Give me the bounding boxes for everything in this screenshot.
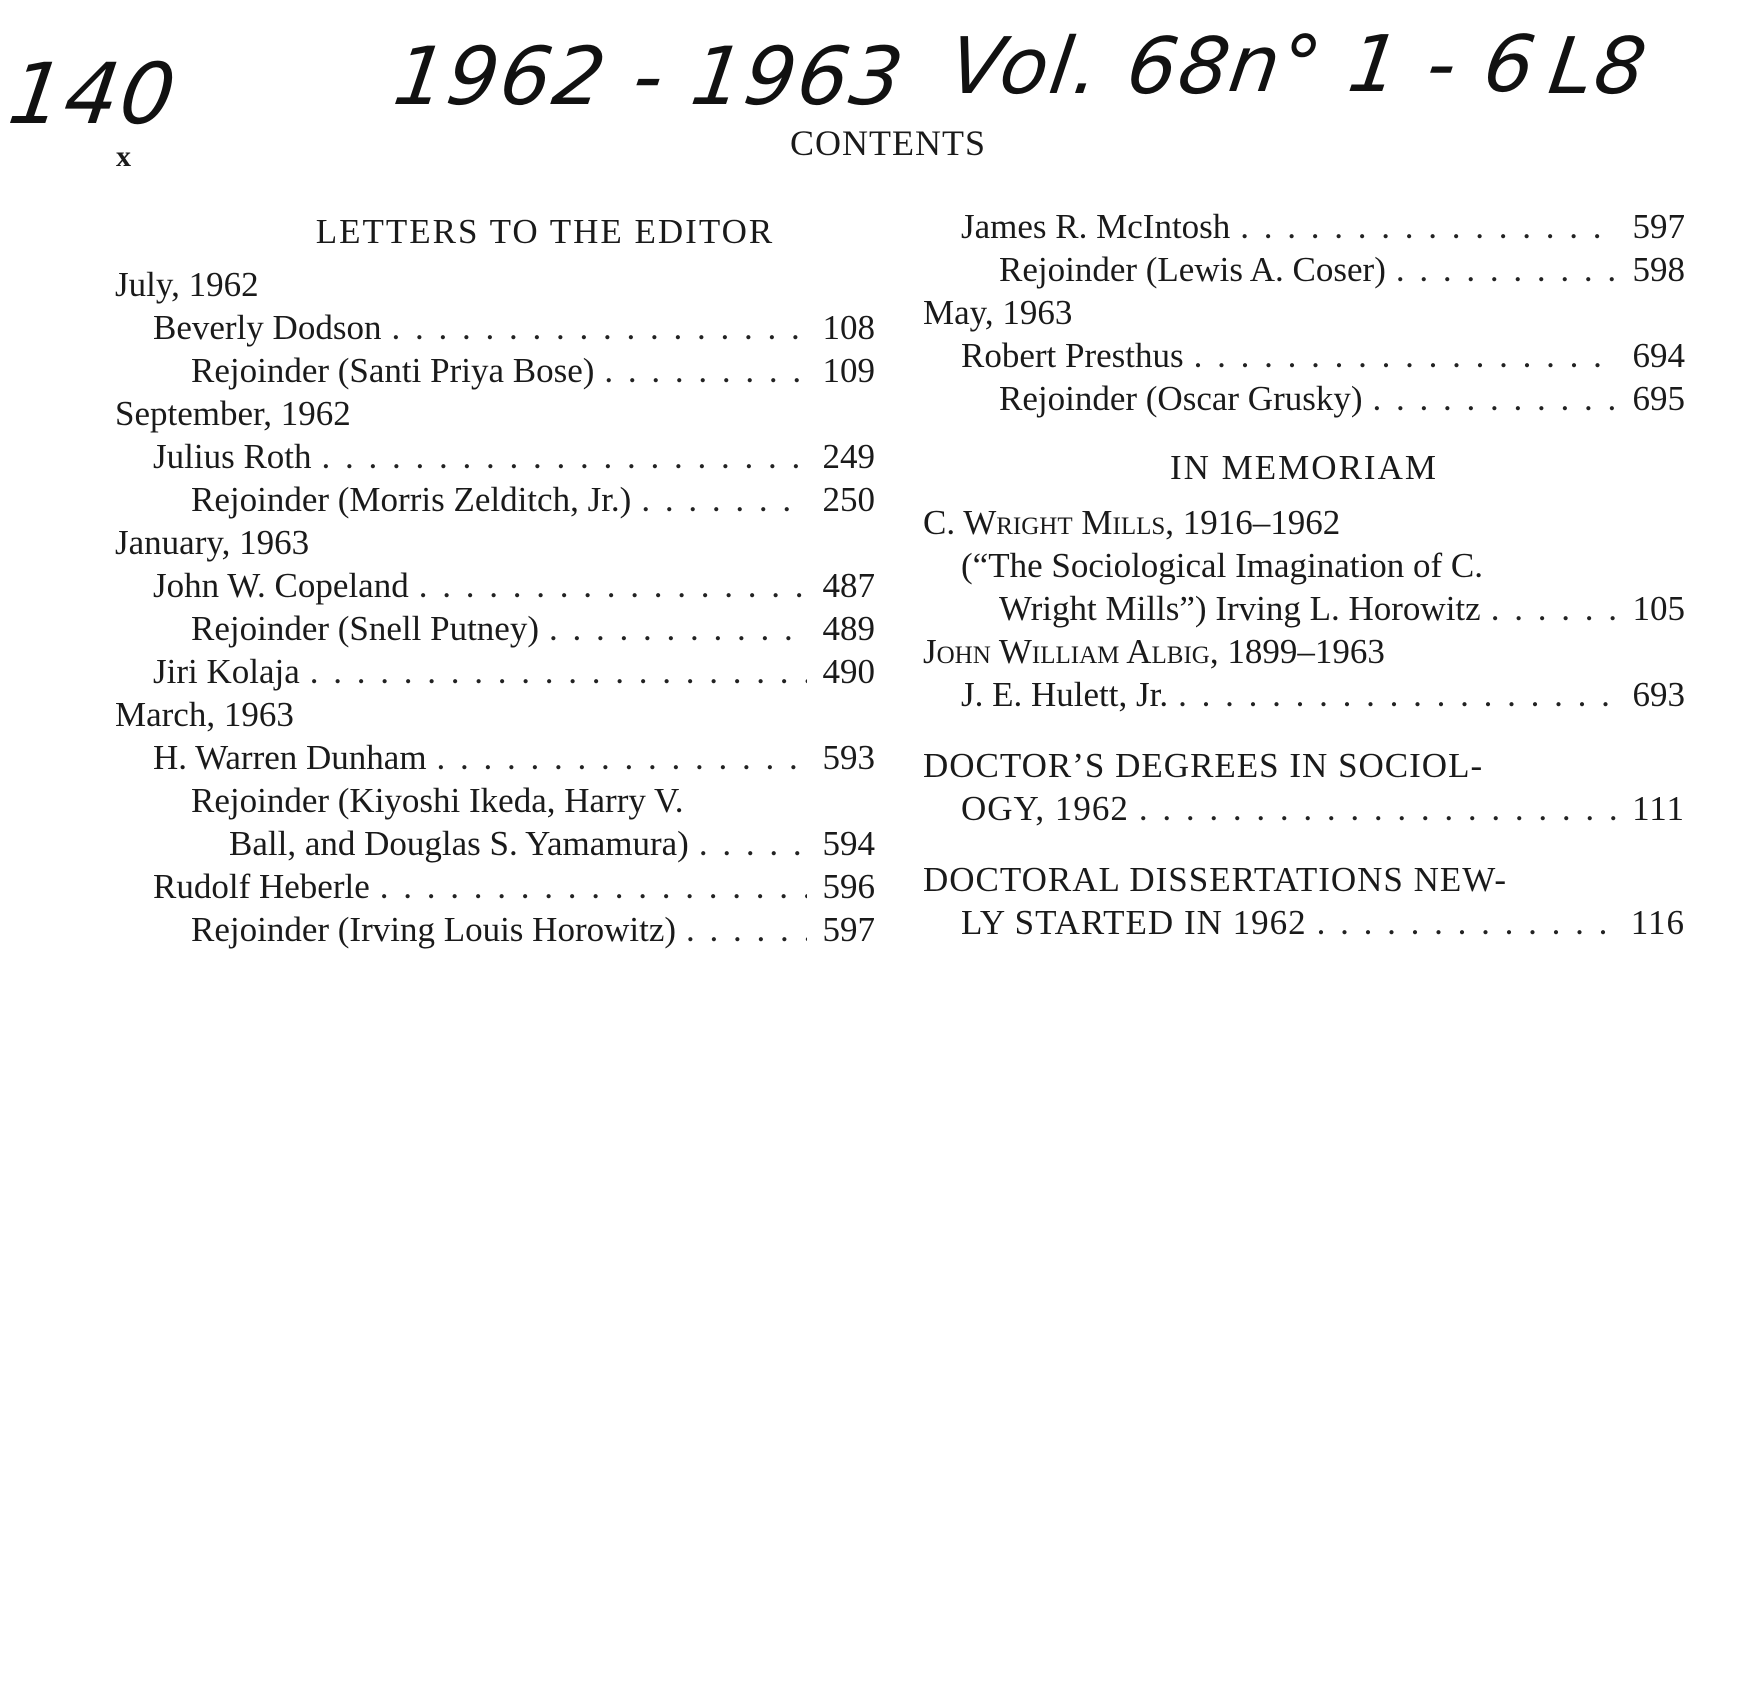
toc-entry-line: DOCTORAL DISSERTATIONS NEW-	[923, 860, 1508, 899]
handwritten-number: 140	[3, 45, 184, 143]
toc-entry: Wright Mills”) Irving L. Horowitz . . . 105	[923, 587, 1685, 630]
toc-entry-line: (“The Sociological Imagination of C.	[961, 546, 1483, 585]
toc-entry: Robert Presthus . . . 694	[923, 334, 1685, 377]
toc-entry: H. Warren Dunham . . . 593	[115, 736, 875, 779]
month-heading: May, 1963	[923, 293, 1073, 332]
toc-entry: Rejoinder (Oscar Grusky) . . . 695	[923, 377, 1685, 420]
handwritten-years: 1962 - 1963	[388, 30, 911, 123]
toc-entry: Ball, and Douglas S. Yamamura) . . . 594	[115, 822, 875, 865]
toc-entry: Rejoinder (Snell Putney) . . . 489	[115, 607, 875, 650]
toc-entry: Rejoinder (Lewis A. Coser) . . . 598	[923, 248, 1685, 291]
toc-entry-line: Rejoinder (Kiyoshi Ikeda, Harry V.	[191, 781, 684, 820]
handwritten-volume: Vol. 68	[943, 22, 1238, 112]
letters-heading: LETTERS TO THE EDITOR	[315, 212, 775, 251]
toc-entry: Jiri Kolaja . . . 490	[115, 650, 875, 693]
toc-entry-line: DOCTOR’S DEGREES IN SOCIOL-	[923, 746, 1484, 785]
toc-entry: Rejoinder (Morris Zelditch, Jr.) . . . 250	[115, 478, 875, 521]
toc-entry: J. E. Hulett, Jr. . . . 693	[923, 673, 1685, 716]
page-title: CONTENTS	[790, 123, 986, 163]
toc-entry: LY STARTED IN 1962 . . . 116	[923, 901, 1685, 944]
dissertations-entry	[923, 858, 1685, 944]
left-column	[115, 210, 875, 951]
handwritten-issues: n° 1 - 6	[1223, 20, 1543, 110]
memoriam-name: C. Wright Mills, 1916–1962	[923, 503, 1341, 542]
memoriam-name: John William Albig, 1899–1963	[923, 632, 1385, 671]
toc-entry: OGY, 1962 . . . 111	[923, 787, 1685, 830]
handwritten-shelf-mark: L8	[1543, 22, 1654, 112]
right-column	[923, 205, 1685, 944]
degrees-entry	[923, 744, 1685, 830]
memoriam-heading: IN MEMORIAM	[1170, 448, 1438, 487]
toc-entry: Julius Roth . . . 249	[115, 435, 875, 478]
page-number: x	[116, 140, 131, 173]
month-heading: January, 1963	[115, 523, 310, 562]
month-heading: July, 1962	[115, 265, 259, 304]
month-heading: March, 1963	[115, 695, 294, 734]
toc-entry: Rudolf Heberle . . . 596	[115, 865, 875, 908]
toc-entry: Rejoinder (Santi Priya Bose) . . . 109	[115, 349, 875, 392]
toc-entry: Rejoinder (Irving Louis Horowitz) . . . 597	[115, 908, 875, 951]
toc-entry: John W. Copeland . . . 487	[115, 564, 875, 607]
toc-entry: James R. McIntosh . . . 597	[923, 205, 1685, 248]
toc-entry: Beverly Dodson . . . 108	[115, 306, 875, 349]
month-heading: September, 1962	[115, 394, 351, 433]
